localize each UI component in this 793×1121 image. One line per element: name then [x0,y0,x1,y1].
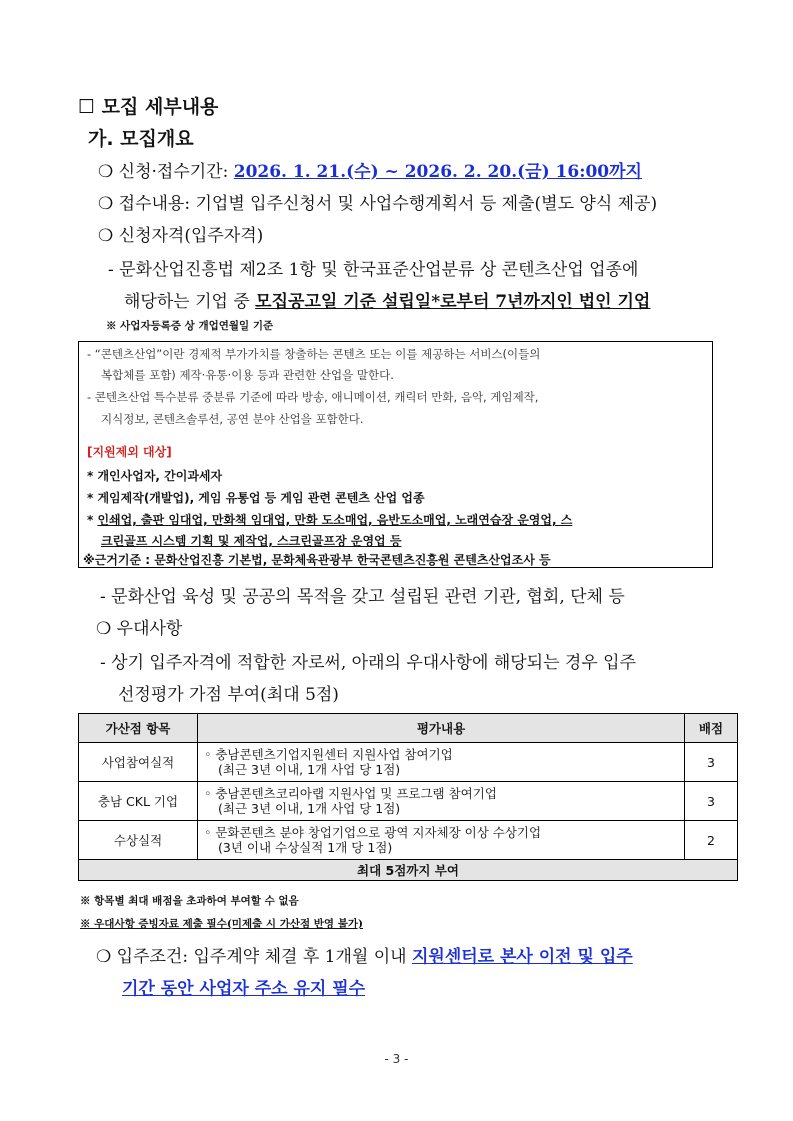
table-header: 평가내용 [198,714,685,743]
qualification-line-2 [124,287,650,312]
row-content [198,743,685,782]
residency-condition-cont [122,974,365,999]
row-content-line: ◦ 충남콘텐츠기업지원센터 지원사업 참여기업 [204,747,453,762]
bullet-icon: ❍ [96,619,112,639]
qualification-label: 신청자격(입주자격) [118,226,264,246]
submission-text: 접수내용: 기업별 입주신청서 및 사업수행계획서 등 제출(별도 양식 제공) [118,194,658,214]
subsection-title: 가. 모집개요 [88,128,194,150]
period-value: 2026. 1. 21.(수) ~ 2026. 2. 20.(금) 16:00까지 [233,162,642,182]
box-line: 복합체를 포함) 제작·유통·이용 등과 관련한 산업을 말한다. [101,368,394,382]
note-1: ※ 항목별 최대 배점을 초과하여 부여할 수 없음 [80,895,299,907]
application-period [98,157,642,182]
submission-content [98,189,657,214]
condition-emphasis-2: 기간 동안 사업자 주소 유지 필수 [122,979,366,999]
table-header-row [79,714,738,743]
note-2: ※ 우대사항 증빙자료 제출 필수(미제출 시 가산점 반영 불가) [80,918,363,930]
box-line: - 콘텐츠산업 특수분류 중분류 기준에 따라 방송, 애니메이션, 캐릭터 만화, 음악, 게임제작, [87,390,539,404]
condition-emphasis-1: 지원센터로 본사 이전 및 입주 [411,947,633,967]
row-content-line: (최근 3년 이내, 1개 사업 당 1점) [218,801,401,816]
table-header: 배점 [685,714,738,743]
row-item: 수상실적 [79,821,198,860]
org-line: - 문화산업 육성 및 공공의 목적을 갖고 설립된 관련 기관, 협회, 단체 등 [100,587,625,607]
bullet-icon: ❍ [96,947,112,967]
preference-heading [96,614,182,639]
bullet-icon: ❍ [98,194,114,214]
bullet-icon: ❍ [98,162,114,182]
exclusion-mark: * [87,513,94,527]
basis-note: ※근거기준 : 문화산업진흥 기본법, 문화체육관광부 한국콘텐츠진흥원 콘텐츠산업조사 등 [83,553,551,567]
row-content-line: ◦ 충남콘텐츠코리아랩 지원사업 및 프로그램 참여기업 [204,786,497,801]
exclusion-item-cont: 크린골프 시스템 기획 및 제작업, 스크린골프장 운영업 등 [101,534,402,548]
row-item: 충남 CKL 기업 [79,782,198,821]
section-heading [78,92,218,119]
qualification-heading [98,221,263,246]
qualification-emphasis: 모집공고일 기준 설립일*로부터 7년까지인 법인 기업 [255,292,651,312]
qualification-line-2-prefix: 해당하는 기업 중 [124,292,250,312]
row-score: 3 [685,743,738,782]
content-industry-box [78,341,713,568]
table-header: 가산점 항목 [79,714,198,743]
table-row [79,821,738,860]
box-line: 지식정보, 콘텐츠솔루션, 공연 분야 산업을 포함한다. [101,412,364,426]
qualification-note: ※ 사업자등록증 상 개업연월일 기준 [106,320,274,332]
preference-line-2: 선정평가 가점 부여(최대 5점) [118,685,339,705]
box-line: - “콘텐츠산업”이란 경제적 부가가치를 창출하는 콘텐츠 또는 이를 제공하는 서비스(이들의 [87,347,541,361]
table-row [79,743,738,782]
checkbox-icon: ☐ [78,96,96,118]
row-content [198,782,685,821]
exclusion-item: * 개인사업자, 간이과세자 [87,469,223,483]
condition-prefix: 입주조건: 입주계약 체결 후 1개월 이내 [116,947,407,967]
exclusion-item: * 게임제작(개발업), 게임 유통업 등 게임 관련 콘텐츠 산업 업종 [87,491,425,505]
qualification-line-1: - 문화산업진흥법 제2조 1항 및 한국표준산업분류 상 콘텐츠산업 업종에 [108,260,639,280]
row-item: 사업참여실적 [79,743,198,782]
row-content [198,821,685,860]
preference-line-1: - 상기 입주자격에 적합한 자로써, 아래의 우대사항에 해당되는 경우 입주 [100,653,637,673]
row-content-line: (최근 3년 이내, 1개 사업 당 1점) [218,762,401,777]
section-title: 모집 세부내용 [101,96,219,118]
page-number: - 3 - [384,1052,409,1066]
exclusion-text: 인쇄업, 출판 임대업, 만화책 임대업, 만화 도소매업, 음반도소매업, 노래연습장 운영업, 스 [97,513,573,527]
row-score: 2 [685,821,738,860]
period-label: 신청·접수기간: [118,162,229,182]
row-score: 3 [685,782,738,821]
residency-condition [96,942,633,967]
row-content-line: ◦ 문화콘텐츠 분야 창업기업으로 광역 지자체장 이상 수상기업 [204,825,542,840]
row-content-line: (3년 이내 수상실적 1개 당 1점) [218,840,393,855]
exclusion-title: [지원제외 대상] [87,445,172,459]
exclusion-item [87,511,572,528]
table-total: 최대 5점까지 부여 [79,860,738,881]
table-total-row [79,860,738,881]
bonus-table [78,713,738,881]
table-row [79,782,738,821]
bullet-icon: ❍ [98,226,114,246]
preference-label: 우대사항 [116,619,183,639]
